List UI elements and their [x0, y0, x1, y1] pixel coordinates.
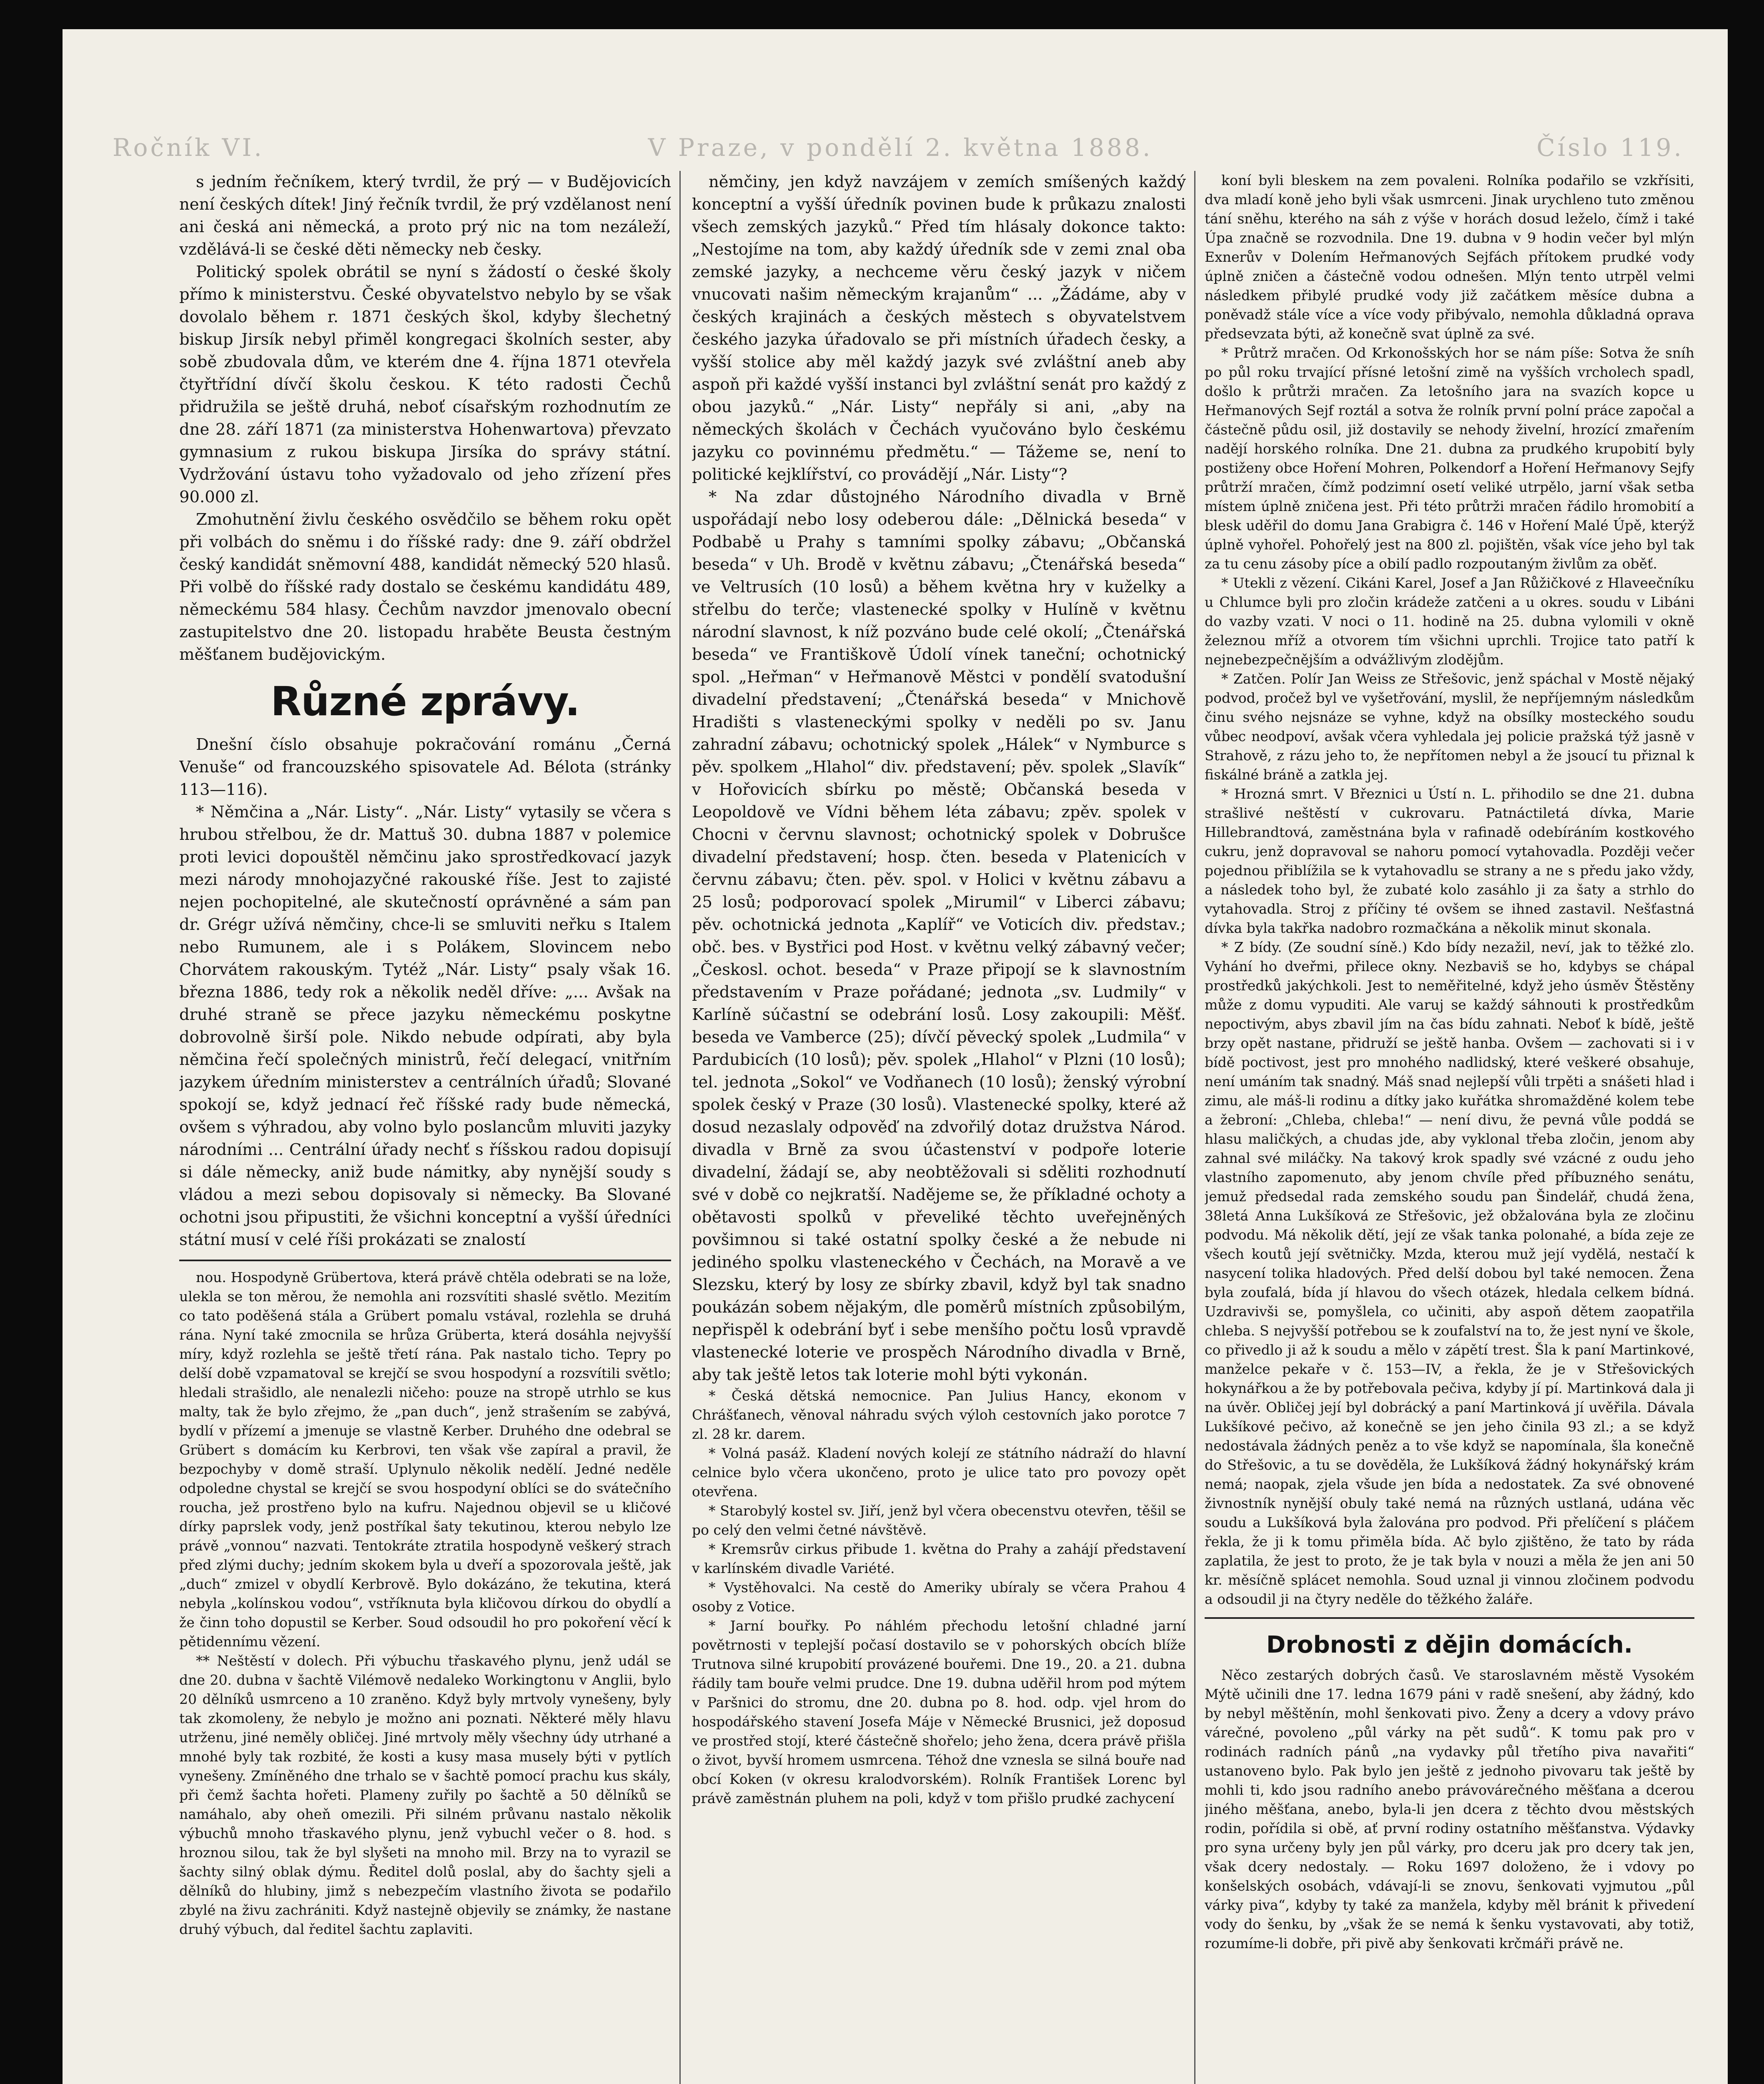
section-heading: Různé zprávy. — [271, 678, 580, 725]
news-item: ** Neštěstí v dolech. Při výbuchu třaskavého plynu, jenž udál se dne 20. dubna v šachtě Vilémově nedaleko Workingtonu v Anglii, bylo 20 dělníků usmrceno a 10 zraněno. Když byly mrtvoly vynešeny, byly tak zkomoleny, že nebylo je možno ani poznati. Některé měly hlavu utrženu, jiné neměly obličej. Jiné mrtvoly měly všechny údy utrhané a mnohé byly tak rozbité, že kosti a kusy masa musely býti v pytlích vynešeny. Zmíněného dne trhalo se v šachtě pomocí prachu kus skály, při čemž šachta hořeti. Plameny zuřily po šachtě a 50 dělníků se namáhalo, aby oheň omezili. Při silném průvanu nastalo několik výbuchů mnoho třaskavého plynu, jenž vybuchl večer o 8. hod. s hroznou silou, tak že byl slyšeti na mnoho mil. Brzy na to vyrazil se šachty silný oblak dýmu. Ředitel dolů poslal, aby do šachty sjeli a dělníků do hlubiny, jimž s nebezpečím vlastního života se podařilo zbylé na živu zachrániti. Když nastejně objevily se známky, že nastane druhý výbuch, dal ředitel šachtu zaplaviti. — [179, 1653, 671, 1937]
column-2 — [692, 171, 1186, 2084]
header-number: Číslo 119. — [1536, 133, 1684, 162]
news-item: * Hrozná smrt. V Březnici u Ústí n. L. přihodilo se dne 21. dubna strašlivé neštěstí v cukrovaru. Patnáctiletá dívka, Marie Hillebrandtová, zaměstnána byla v rafinadě odebíráním kostkového cukru, jenž dopravoval se nahoru pomocí vytahovadla. Později večer pojednou přiblížila se k vytahovadlu se strany a ne s předu jako vždy, a následek toho byl, že zubaté kolo zasáhlo ji za šaty a strhlo do vytahovadla. Stroj z příčiny té ovšem se ihned zastavil. Nešťastná dívka byla takřka nadobro rozmačkána a několik minut skonala. — [1205, 786, 1694, 936]
column-3 — [1205, 171, 1694, 2084]
news-item: * Utekli z vězení. Cikáni Karel, Josef a Jan Růžičkové z Hlaveečníku u Chlumce byli pro zločin krádeže zatčeni a u okres. soudu v Libáni do vazby vzati. V noci o 11. hodině na 25. dubna vylomili v okně železnou mříž a otvorem tím všichni uprchli. Trojice tato patří k nejnebezpečnějším a odvážlivým zlodějům. — [1205, 575, 1694, 668]
news-item: * Starobylý kostel sv. Jiří, jenž byl včera obecenstvu otevřen, těšil se po celý den velmi četné návštěvě. — [692, 1503, 1186, 1538]
column-rule — [679, 171, 681, 2084]
article-paragraph: Něco zestarých dobrých časů. Ve staroslavném městě Vysokém Mýtě učinili dne 17. ledna 1679 páni v radě snešení, aby žádný, kdo by nebyl měštěnín, mohl šenkovati pivo. Ženy a dcery a vdovy právo várečné, povoleno „půl várky na pět sudů“. K tomu pak pro v rodinách radních pánů „na vydavky půl třetího piva navařiti“ ustanoveno bylo. Pak bylo jen ještě z jednoho pivovaru tak ještě by mohli ti, kdo jsou radního anebo právovárečného měšťana a dcerou jiného měšťana, anebo, byla-li jen dcera z těchto dvou městských rodin, pořídila si obě, ať první rodiny ostatního měšťanstva. Výdavky pro syna určeny byly jen půl várky, pro dceru jak pro dcery tak jen, však dcery nedostaly. — Roku 1697 doloženo, že i vdovy po konšelských osobách, vdávají-li se znovu, šenkovati vyjmutou „půl várky piva“, kdyby ty také za manžela, kdyby měl bránit k přivedení vody do šenku, by „však že se nemá k šenku vystavovati, aby totiž, rozumíme-li dobře, při pivě aby šenkovati krčmáři právě ne. — [1205, 1667, 1694, 1951]
news-item: * Volná pasáž. Kladení nových kolejí ze státního nádraží do hlavní celnice bylo včera ukončeno, proto je ulice tato pro povozy opět otevřena. — [692, 1445, 1186, 1500]
news-item: Dnešní číslo obsahuje pokračování románu „Černá Venuše“ od francouzského spisovatele Ad. Bélota (stránky 113—116). — [179, 735, 671, 799]
news-item: * Česká dětská nemocnice. Pan Julius Hancy, ekonom v Chrášťanech, věnoval náhradu svých výloh cestovních jako porotce 7 zl. 28 kr. darem. — [692, 1388, 1186, 1442]
news-item: * Vystěhovalci. Na cestě do Ameriky ubíraly se včera Prahou 4 osoby z Votice. — [692, 1579, 1186, 1615]
article-paragraph: Zmohutnění živlu českého osvědčilo se během roku opět při volbách do sněmu i do říšské rady: dne 9. září obdržel český kandidát sněmovní 488, kandidát německý 520 hlasů. Při volbě do říšské rady dostalo se českému kandidátu 489, německému 584 hlasy. Čechům navzdor jmenovalo obecní zastupitelstvo dne 20. listopadu hraběte Beusta čestným měšťanem budějovickým. — [179, 510, 671, 664]
article-paragraph: s jedním řečníkem, který tvrdil, že prý — v Budějovicích není českých dítek! Jiný řečník tvrdil, že prý vzdělanost není ani česká ani německá, a proto prý nic na tom nezáleží, vzdělává-li se české děti německy neb česky. — [179, 173, 671, 259]
news-item: * Kremsrův cirkus přibude 1. května do Prahy a zahájí představení v karlínském divadle Variété. — [692, 1541, 1186, 1576]
news-item: * Zatčen. Polír Jan Weiss ze Střešovic, jenž spáchal v Mostě nějaký podvod, pročež byl ve vyšetřování, myslil, že nepříjemným následkům činu svého nejsnáze se vyhne, když na obsílky mosteckého soudu vůbec neodpoví, avšak včera vyhledala jej policie pražská týž jasně v Strahově, z rázu jeho to, že nepřítomen nebyl a že jsoucí tu přiznal k fiskálné bráně a zatkla jej. — [1205, 671, 1694, 783]
news-item: koní byli bleskem na zem povaleni. Rolníka podařilo se vzkřísiti, dva mladí koně jeho byli však usmrceni. Jinak urychleno tuto změnou tání sněhu, kterého na sáh z výše v horách dosud leželo, čímž i také Úpa značně se rozvodnila. Dne 19. dubna v 9 hodin večer byl mlýn Exnerův v Dolením Heřmanových Sejfách přítokem prudké vody úplně zničen a částečně vodou odnešen. Mlýn tento utrpěl velmi následkem přibylé prudké vody již začátkem měsíce dubna a poněvadž stále více a více vody přibývalo, nemohla důkladná oprava předsevzata býti, až konečně svat úplně za své. — [1205, 172, 1694, 342]
news-item: * Průtrž mračen. Od Krkonošských hor se nám píše: Sotva že sníh po půl roku trvající přísné letošní zimě na vyšších vrcholech spadl, došlo k průtrži mračen. Za letošního jara na svazích kopce u Heřmanových Sejf roztál a sotva že rolník první polní práce započal a částečně půdu osil, již dostavily se nehody živelní, hrozící zmařením nadějí horského rolníka. Dne 21. dubna za prudkého krupobití byly postiženy obce Hoření Mohren, Polkendorf a Hoření Heřmanovy Sejfy průtrží mračen, čímž podzimní osetí veliké utrpělo, jarní však setba místem úplně zničena jest. Při této průtrži mračen řádilo hromobití a blesk uděřil do domu Jana Grabigra č. 146 v Hoření Malé Úpě, kterýž úplně vyhořel. Pohořelý jest na 800 zl. pojištěn, však více jeho byl tak za tu cenu zásoby píce a obilí padlo rozpoutaným živlům za oběť. — [1205, 345, 1694, 572]
section-heading: Drobnosti z dějin domácích. — [1266, 1631, 1633, 1658]
news-item: * Němčina a „Nár. Listy“. „Nár. Listy“ vytasily se včera s hrubou střelbou, že dr. Mattuš 30. dubna 1887 v polemice proti levici dopouštěl němčinu jako sprostředkovací jazyk mezi národy mnohojazyčné rakouské říše. Jest to zajisté nejen pochopitelné, ale skutečností oprávněné a sám pan dr. Grégr užívá němčiny, chce-li se smluviti neřku s Italem nebo Rumunem, ale i s Polákem, Slovincem nebo Chorvátem rakouským. Tytéž „Nár. Listy“ psaly však 16. března 1886, tedy rok a několik neděl dříve: „... Avšak na druhé straně se přece jazyku německému poskytne dobrovolně širší pole. Nikdo nebude odpírati, aby byla němčina řečí společných ministrů, řečí delegací, vnitřním jazykem úředním ministerstev a centrálních úřadů; Slované spokojí se, když jednací řeč říšské rady bude německá, ovšem s výhradou, aby volno bylo poslancům mluviti jazyky národními ... Centrální úřady nechť s říšskou radou dopisují si dále německy, aniž bude námitky, aby nynější soudy s vládou a mezi sebou dopisovaly si německy. Ba Slované ochotni jsou připustiti, že všichni konceptní a vyšší úředníci státní musí v celé říši prokázati se znalostí — [179, 803, 671, 1249]
article-paragraph: Politický spolek obrátil se nyní s žádostí o české školy přímo k ministerstvu. České obyvatelstvo nebylo by se však dovolalo během r. 1871 českých škol, kdyby šlechetný biskup Jirsík nebyl přiměl kongregaci školních sester, aby sobě zbudovala dům, ve kterém dne 4. října 1871 otevřela čtyřtřídní dívčí školu českou. K této radosti Čechů přidružila se ještě druhá, neboť císařským rozhodnutím ze dne 28. září 1871 (za ministerstva Hohenwartova) převzato gymnasium z rukou biskupa Jirsíka do správy státní. Vydržování ústavu toho vyžadovalo od jeho zřízení přes 90.000 zl. — [179, 263, 671, 506]
column-1 — [179, 171, 671, 2084]
header-volume: Ročník VI. — [113, 133, 264, 162]
page-header — [113, 133, 1684, 163]
serial-continuation: nou. Hospodyně Grübertova, která právě chtěla odebrati se na lože, ulekla se ton měrou, že nemohla ani rozsvítiti shaslé světlo. Mezitím co tato poděšená stála a Grübert pomalu vstával, rozlehla se druhá rána. Nyní také zmocnila se hrůza Grüberta, která dosáhla nejvyšší míry, když rozlehla se ještě třetí rána. Pak nastalo ticho. Tepry po delší době vzpamatoval se krejčí se svou hospodyní a rozsvítili světlo; hledali strašidlo, ale nenalezli ničeho: pouze na stropě utrhlo se kus malty, tak že bylo zřejmo, že „pan duch“, jenž strašením se zabývá, bydlí v přízemí a jmenuje se vlastně Kerber. Druhého dne odebral se Grübert s domácím ku Kerbrovi, ten však vše zapíral a pravil, že bezpochyby v domě straší. Uplynulo několik nedělí. Jedné neděle odpoledne chystal se krejčí se svou hospodyní oblíci se do svátečního roucha, jež prostřeno bylo na kufru. Najednou objevil se u kličové dírky paprslek vody, jenž postříkal šaty tekutinou, kterou nebylo lze právě „vonnou“ nazvati. Tentokráte ztratila hospodyně veškerý strach před zlými duchy; jedním skokem byla u dveří a spozorovala ještě, jak „duch“ zmizel v obydlí Kerbrově. Bylo dokázáno, že tekutina, která nebyla „kolínskou vodou“, vstříknuta byla kličovou dírkou do obydlí a že činn toho dopustil se Kerber. Soud odsoudil ho pro pokoření věcí k pětidennímu vězení. — [179, 1269, 671, 1650]
section-divider — [179, 1260, 671, 1261]
news-item: * Na zdar důstojného Národního divadla v Brně uspořádají nebo losy odeberou dále: „Dělnická beseda“ v Podbabě u Prahy s tamními spolky zábavu; „Občanská beseda“ v Uh. Brodě v květnu zábavu; „Čtenářská beseda“ ve Veltrusích (10 losů) a během května hry v kuželky a střelbu do terče; vlastenecké spolky v Hulíně v květnu národní slavnost, k níž pozváno bude celé okolí; „Čtenářská beseda“ ve Františkově Údolí vínek taneční; ochotnický spol. „Heřman“ v Heřmanově Městci v pondělí svatodušní divadelní představení; „Čtenářská beseda“ v Mnichově Hradišti s vlasteneckými spolky v neděli po sv. Janu zahradní zábavu; ochotnický spolek „Hálek“ v Nymburce s pěv. spolkem „Hlahol“ div. představení; pěv. spolek „Slavík“ v Hořovicích sbírku po městě; Občanská beseda v Leopoldově ve Vídni během léta zábavu; zpěv. spolek v Chocni v červnu slavnost; ochotnický spolek v Dobrušce divadelní představení; hosp. čten. beseda v Platenicích v červnu zábavu; čten. pěv. spol. v Holici v květnu zábavu a 25 losů; podporovací spolek „Mirumil“ v Liberci zábavu; pěv. ochotnická jednota „Kaplíř“ ve Voticích div. představ.; obč. bes. v Bystřici pod Host. v květnu velký zábavný večer; „Českosl. ochot. beseda“ v Praze připojí se k slavnostním představením v Praze pořádané; jednota „sv. Ludmily“ v Karlíně súčastní se odebrání losů. Losy zakoupili: Měšť. beseda ve Vamberce (25); dívčí pěvecký spolek „Ludmila“ v Pardubicích (10 losů); pěv. spolek „Hlahol“ v Plzni (10 losů); tel. jednota „Sokol“ ve Vodňanech (10 losů); ženský výrobní spolek český v Praze (30 losů). Vlastenecké spolky, které až dosud nezaslaly odpověď na zdvořilý dotaz družstva Národ. divadla v Brně za svou účastenství v podpoře loterie divadelní, žádají se, aby neobtěžovali si sděliti rozhodnutí své v době co nejkratší. Nadějeme se, že příkladné ochoty a obětavosti spolků v převeliké těchto uveřejněných povšimnou si také ostatní spolky české a že nebude ni jediného spolku vlasteneckého v Čechách, na Moravě a ve Slezsku, který by losy ze sbírky zbavil, když byl tak snadno poukázán sobem nějakým, dle poměrů místních způsobilým, nepřispěl k odebrání byť i sebe menšího počtu losů vpravdě vlastenecké loterie ve prospěch Národního divadla v Brně, aby tak ještě letos tak loterie mohl býti vykonán. — [692, 488, 1186, 1384]
news-item: * Z bídy. (Ze soudní síně.) Kdo bídy nezažil, neví, jak to těžké zlo. Vyhání ho dveřmi, přilece okny. Nezbaviš se ho, kdybys se chápal prostředků jakýchkoli. Jest to neměřitelné, když jeho úsměv Štěstěny může z domu vypuditi. Ale varuj se každý sáhnouti k prostředkům nepoctivým, abys zbavil jím na čas bídu zahnati. Neboť k bídě, ještě brzy opět nastane, přidruží se ještě hanba. Ovšem — zachovati si i v bídě poctivost, jest pro mnohého nadlidský, které veškeré obsahuje, není umáním tak snadný. Máš snad nejlepší vůli trpěti a snášeti hlad i zimu, ale máš-li rodinu a dítky jako kuřátka shromažděné kolem tebe a žebroní: „Chleba, chleba!“ — není divu, že pevná vůle poddá se hlasu maličkých, a chudas jde, aby vyklonal třeba zločin, jenom aby zahnal své miláčky. Na takový krok spadly své vzácné z oudu jeho vlastního zapomenuto, aby jenom chvíle před příbuzného senátu, jemuž předsedal rada zemského soudu pan Šindelář, chudá žena, 38letá Anna Lukšíková ze Střešovic, jež obžalována byla ze zločinu podvodu. Má několik dětí, její ze však tanka polonahé, a bída zeje ze všech koutů její světničky. Mzda, kterou muž její vydělá, nestačí k nasycení tolika hladových. Před delší dobou byl také nemocen. Žena byla zoufalá, bída jí hlavou do všech otázek, hledala celkem bídná. Uzdravivši se, pomyšlela, co učiniti, aby aspoň dětem zaopatřila chleba. S nejvyšší potřebou se k zoufalství na to, že jest nyní ve škole, co přivedlo ji až k soudu a mělo v zápětí trest. Šla k paní Martinkové, manželce pekaře v č. 153—IV, a řekla, že je v Střešovických hokynářkou a že by potřebovala pečiva, kdyby jí pí. Martinková dala ji na úvěr. Obličej její byl dobrácký a paní Martinková jí uvěřila. Dávala Lukšíkové pečivo, až konečně se jen jeho činila 93 zl.; a se když nedostávala žádných peněz a to vše když se napomínala, šla konečně do Střešovic, a tu se dověděla, že Lukšíková žádný hokynářský krám nemá; naopak, zjela všude jen bída a nedostatek. Za své obnovené živnostník nynější obuly také nemá na různých ustlaná, udána věc soudu a Lukšíková byla žalována pro podvod. Při přelíčení s pláčem řekla, že ji k tomu přiměla bída. Ač bylo zjištěno, že tato by ráda zaplatila, že jest to proto, že je tak byla v nouzi a měla že jen ani 50 kr. měsíčně splácet nemohla. Soud uznal ji vinnou zločinem podvodu a odsoudil ji na čtyry neděle do těžkého žaláře. — [1205, 939, 1694, 1607]
column-rule — [1194, 171, 1195, 2084]
newspaper-page — [63, 29, 1728, 2084]
article-paragraph: němčiny, jen když navzájem v zemích smíšených každý konceptní a vyšší úředník povinen bude k průkazu znalosti všech zemských jazyků.“ Před tím hlásaly dokonce takto: „Nestojíme na tom, aby každý úředník sde v zemi znal oba zemské jazyky, a nechceme věru český jazyk v ničem vnucovati našim německým krajanům“ ... „Žádáme, aby v českých krajinách a českých městech s obyvatelstvem českého jazyka úřadovalo se při místních úřadech česky, a vyšší stolice aby měl každý jazyk své zvláštní aneb aby aspoň při každé vyšší instanci byl zvláštní senát pro každý z obou jazyků.“ „Nár. Listy“ nepřály si ani, „aby na německých školách v Čechách vyučováno bylo českému jazyku co povinnému předmětu.“ — Tážeme se, není to politické kejklířství, co provádějí „Nár. Listy“? — [692, 173, 1186, 484]
section-divider — [1205, 1617, 1694, 1619]
news-item: * Jarní bouřky. Po náhlém přechodu letošní chladné jarní povětrnosti v teplejší počasí dostavilo se v pohorských obcích blíže Trutnova silné krupobití provázené bouřemi. Dne 19., 20. a 21. dubna řádily tam bouře velmi prudce. Dne 19. dubna uděřil hrom pod mýtem v Paršnici do stromu, dne 20. dubna po 8. hod. odp. vjel hrom do hospodářského stavení Josefa Máje v Německé Brusnici, jež doposud ve prostřed stojí, které částečně shořelo; jeho žena, dcera právě přišla o život, byvší hromem usmrcena. Téhož dne vznesla se silná bouře nad obcí Koken (v okresu kralodvorském). Rolník František Lorenc byl právě zaměstnán pluhem na poli, když v tom přišlo prudké zachycení — [692, 1618, 1186, 1806]
header-date: V Praze, v pondělí 2. května 1888. — [648, 133, 1153, 162]
